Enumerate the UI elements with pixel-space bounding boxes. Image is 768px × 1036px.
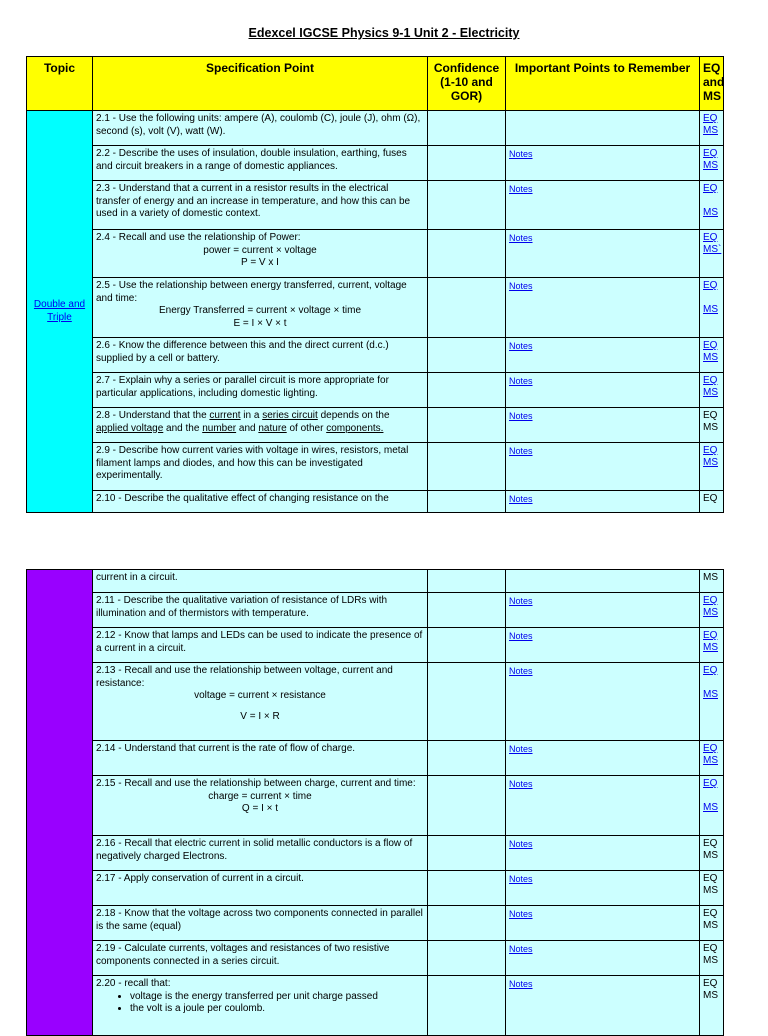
- spec-2-9: 2.9 - Describe how current varies with voltage in wires, resistors, metal filament lamps and diodes, and how this can be investigated experimentally.: [93, 443, 428, 491]
- spec-2-18: 2.18 - Know that the voltage across two components connected in parallel is the same (equal): [93, 906, 428, 941]
- ms-text: MS: [703, 955, 718, 966]
- table-row: [27, 871, 724, 906]
- eq-link[interactable]: EQ: [703, 232, 718, 243]
- notes-link[interactable]: Notes: [509, 233, 533, 243]
- ms-text: MS: [703, 572, 718, 583]
- notes-link[interactable]: Notes: [509, 184, 533, 194]
- header-confidence: Confidence (1-10 and GOR): [428, 57, 506, 111]
- notes-cell: [506, 491, 700, 513]
- notes-cell: [506, 836, 700, 871]
- notes-link[interactable]: Notes: [509, 596, 533, 606]
- notes-cell: [506, 941, 700, 976]
- eq-ms-cell: [700, 230, 724, 278]
- notes-cell: [506, 776, 700, 836]
- eq-ms-cell: [700, 776, 724, 836]
- eq-link[interactable]: EQ: [703, 340, 718, 351]
- notes-cell: [506, 593, 700, 628]
- notes-cell: [506, 230, 700, 278]
- table-row: [27, 111, 724, 146]
- spec-2-6: 2.6 - Know the difference between this and the direct current (d.c.) supplied by a cell or battery.: [93, 338, 428, 373]
- spec-2-20: [93, 976, 428, 1036]
- eq-ms-cell: [700, 836, 724, 871]
- ms-link[interactable]: MS: [703, 802, 718, 813]
- spec-2-8-text: of other: [286, 422, 327, 434]
- confidence-cell[interactable]: [428, 836, 506, 871]
- header-spec: Specification Point: [93, 57, 428, 111]
- spec-2-10: 2.10 - Describe the qualitative effect of changing resistance on the: [93, 491, 428, 513]
- notes-cell: [506, 871, 700, 906]
- notes-link[interactable]: Notes: [509, 411, 533, 421]
- eq-ms-cell: [700, 906, 724, 941]
- eq-text: EQ: [703, 873, 718, 884]
- notes-cell: [506, 663, 700, 741]
- confidence-cell[interactable]: [428, 181, 506, 230]
- ms-link[interactable]: MS: [703, 160, 718, 171]
- eq-link[interactable]: EQ: [703, 183, 718, 194]
- eq-link[interactable]: EQ: [703, 280, 718, 291]
- confidence-cell[interactable]: [428, 146, 506, 181]
- ms-link[interactable]: MS: [703, 207, 718, 218]
- voltage-symbol-equation: V = I × R: [240, 710, 280, 722]
- spec-2-19: 2.19 - Calculate currents, voltages and resistances of two resistive components connected in a series circuit.: [93, 941, 428, 976]
- list-item: • voltage is the energy transferred per unit charge passed: [130, 991, 424, 1004]
- table-row: [27, 836, 724, 871]
- header-topic: Topic: [27, 57, 93, 111]
- voltage-equation: voltage = current × resistance: [194, 690, 326, 701]
- confidence-cell[interactable]: [428, 941, 506, 976]
- confidence-cell[interactable]: [428, 278, 506, 338]
- spec-2-4: [93, 230, 428, 278]
- list-item: • the volt is a joule per coulomb.: [130, 1003, 424, 1016]
- spec-2-15-text: 2.15 - Recall and use the relationship between charge, current and time:: [96, 778, 416, 789]
- spec-2-7: 2.7 - Explain why a series or parallel circuit is more appropriate for particular applications, including domestic lighting.: [93, 373, 428, 408]
- ms-link[interactable]: MS: [703, 352, 718, 363]
- notes-link[interactable]: Notes: [509, 839, 533, 849]
- eq-link[interactable]: EQ: [703, 743, 718, 754]
- spec-2-8-text: series circuit: [262, 410, 318, 421]
- notes-link[interactable]: Notes: [509, 779, 533, 789]
- power-equation: power = current × voltage: [203, 244, 317, 256]
- confidence-cell[interactable]: [428, 373, 506, 408]
- eq-ms-cell: [700, 373, 724, 408]
- eq-link[interactable]: EQ: [703, 778, 718, 789]
- table-row: [27, 976, 724, 1036]
- header-eq-ms: EQ and MS: [700, 57, 724, 111]
- notes-cell: [506, 111, 700, 146]
- notes-link[interactable]: Notes: [509, 494, 533, 504]
- eq-ms-cell: [700, 593, 724, 628]
- eq-link[interactable]: EQ: [703, 113, 718, 124]
- topic-cell-continued: [27, 570, 93, 1036]
- spec-2-1: 2.1 - Use the following units: ampere (A), coulomb (C), joule (J), ohm (Ω), second (s), volt (V), watt (W).: [93, 111, 428, 146]
- table-row: [27, 491, 724, 513]
- spec-2-8-text: 2.8 - Understand that the: [96, 410, 210, 421]
- spec-2-8-text: in a: [240, 410, 263, 421]
- table-row: [27, 941, 724, 976]
- eq-ms-cell: [700, 871, 724, 906]
- notes-link[interactable]: Notes: [509, 149, 533, 159]
- table-row: [27, 146, 724, 181]
- eq-text: EQ: [703, 943, 718, 954]
- energy-equation: Energy Transferred = current × voltage × time: [158, 305, 362, 316]
- ms-link[interactable]: MS: [703, 304, 718, 315]
- notes-cell: [506, 181, 700, 230]
- ms-text: MS: [703, 990, 718, 1001]
- spec-2-8-text: depends on the: [317, 410, 390, 421]
- confidence-cell[interactable]: [428, 570, 506, 593]
- confidence-cell[interactable]: [428, 663, 506, 741]
- spec-2-2: 2.2 - Describe the uses of insulation, double insulation, earthing, fuses and circuit breakers in a range of domestic appliances.: [93, 146, 428, 181]
- notes-link[interactable]: Notes: [509, 376, 533, 386]
- eq-ms-cell: [700, 941, 724, 976]
- confidence-cell[interactable]: [428, 776, 506, 836]
- eq-link[interactable]: EQ: [703, 445, 718, 456]
- ms-link[interactable]: MS: [703, 125, 718, 136]
- notes-link[interactable]: Notes: [509, 979, 533, 989]
- confidence-cell[interactable]: [428, 443, 506, 491]
- header-row: [27, 57, 724, 111]
- notes-cell: [506, 373, 700, 408]
- notes-cell: [506, 906, 700, 941]
- eq-link[interactable]: EQ: [703, 148, 718, 159]
- header-notes: Important Points to Remember: [506, 57, 700, 111]
- document-title: Edexcel IGCSE Physics 9-1 Unit 2 - Electricity: [248, 26, 520, 40]
- eq-ms-cell: [700, 443, 724, 491]
- ms-text: MS: [703, 422, 718, 433]
- eq-ms-cell: [700, 181, 724, 230]
- table-row: [27, 181, 724, 230]
- spec-2-17: 2.17 - Apply conservation of current in a circuit.: [93, 871, 428, 906]
- eq-ms-cell: [700, 976, 724, 1036]
- spec-2-14: 2.14 - Understand that current is the rate of flow of charge.: [93, 741, 428, 776]
- table-row: [27, 570, 724, 593]
- notes-link[interactable]: Notes: [509, 446, 533, 456]
- eq-ms-cell: [700, 278, 724, 338]
- eq-text: EQ: [703, 493, 718, 504]
- table-row: [27, 278, 724, 338]
- confidence-cell[interactable]: [428, 338, 506, 373]
- notes-cell: [506, 408, 700, 443]
- confidence-cell[interactable]: [428, 906, 506, 941]
- power-symbol-equation: P = V x I: [241, 257, 279, 268]
- eq-ms-cell: [700, 663, 724, 741]
- eq-ms-cell: [700, 628, 724, 663]
- notes-link[interactable]: Notes: [509, 281, 533, 291]
- notes-cell: [506, 976, 700, 1036]
- eq-ms-cell: [700, 111, 724, 146]
- energy-symbol-equation: E = I × V × t: [233, 317, 287, 329]
- table-row: [27, 906, 724, 941]
- table-row: [27, 443, 724, 491]
- table-row: [27, 373, 724, 408]
- topic-link[interactable]: Double and Triple: [33, 299, 86, 323]
- notes-cell: [506, 628, 700, 663]
- spec-2-8-text: and: [236, 422, 259, 434]
- spec-2-10-continued: current in a circuit.: [93, 570, 428, 593]
- spec-2-8-text: nature: [258, 422, 287, 434]
- table-row: [27, 741, 724, 776]
- topic-cell: [27, 111, 93, 513]
- spec-2-15: [93, 776, 428, 836]
- table-row: [27, 408, 724, 443]
- ms-text: MS: [703, 885, 718, 896]
- notes-link[interactable]: Notes: [509, 341, 533, 351]
- eq-link[interactable]: EQ: [703, 630, 718, 641]
- notes-cell: [506, 338, 700, 373]
- eq-ms-cell: [700, 570, 724, 593]
- confidence-cell[interactable]: [428, 491, 506, 513]
- notes-cell: [506, 443, 700, 491]
- confidence-cell[interactable]: [428, 871, 506, 906]
- eq-link[interactable]: EQ: [703, 595, 718, 606]
- spec-2-5: [93, 278, 428, 338]
- eq-ms-cell: [700, 146, 724, 181]
- ms-link[interactable]: MS: [703, 607, 718, 618]
- spec-2-8-text: and the: [163, 422, 203, 434]
- spec-2-3: 2.3 - Understand that a current in a resistor results in the electrical transfer of energy and an increase in temperature, and how this can be used in a variety of domestic context.: [93, 181, 428, 230]
- spec-2-11: 2.11 - Describe the qualitative variation of resistance of LDRs with illumination and of thermistors with temperature.: [93, 593, 428, 628]
- eq-text: EQ: [703, 978, 718, 989]
- notes-cell: [506, 278, 700, 338]
- eq-text: EQ: [703, 908, 718, 919]
- spec-2-8-text: current: [209, 410, 241, 421]
- confidence-cell[interactable]: [428, 111, 506, 146]
- ms-link[interactable]: MS: [703, 689, 718, 700]
- table-row: [27, 776, 724, 836]
- eq-text: EQ: [703, 838, 718, 849]
- eq-ms-cell: [700, 338, 724, 373]
- notes-link[interactable]: Notes: [509, 666, 533, 676]
- table-row: [27, 230, 724, 278]
- eq-link[interactable]: EQ: [703, 665, 718, 676]
- table-row: [27, 593, 724, 628]
- eq-ms-cell: [700, 741, 724, 776]
- notes-link[interactable]: Notes: [509, 909, 533, 919]
- spec-2-8-text: components.: [326, 422, 384, 434]
- eq-text: EQ: [703, 410, 718, 421]
- ms-link[interactable]: MS: [703, 755, 718, 766]
- spec-2-13-text: 2.13 - Recall and use the relationship between voltage, current and resistance:: [96, 665, 393, 689]
- table-row: [27, 663, 724, 741]
- charge-equation: charge = current × time: [208, 790, 312, 802]
- table-row: [27, 628, 724, 663]
- spec-table-1: [26, 56, 724, 513]
- notes-link[interactable]: Notes: [509, 944, 533, 954]
- eq-ms-cell: [700, 408, 724, 443]
- confidence-cell[interactable]: [428, 408, 506, 443]
- spec-2-8-text: number: [202, 422, 237, 434]
- ms-link[interactable]: MS`: [703, 244, 722, 255]
- confidence-cell[interactable]: [428, 741, 506, 776]
- spec-2-13: [93, 663, 428, 741]
- spec-2-8: [93, 408, 428, 443]
- notes-link[interactable]: Notes: [509, 744, 533, 754]
- notes-link[interactable]: Notes: [509, 631, 533, 641]
- ms-text: MS: [703, 920, 718, 931]
- eq-ms-cell: [700, 491, 724, 513]
- ms-link[interactable]: MS: [703, 387, 718, 398]
- notes-cell: [506, 570, 700, 593]
- notes-link[interactable]: Notes: [509, 874, 533, 884]
- notes-cell: [506, 146, 700, 181]
- ms-link[interactable]: MS: [703, 457, 718, 468]
- charge-symbol-equation: Q = I × t: [241, 803, 279, 814]
- spec-2-20-bullets: [96, 991, 424, 1016]
- spec-table-2: [26, 569, 724, 1036]
- confidence-cell[interactable]: [428, 593, 506, 628]
- spec-2-4-text: 2.4 - Recall and use the relationship of Power:: [96, 232, 301, 243]
- confidence-cell[interactable]: [428, 628, 506, 663]
- table-row: [27, 338, 724, 373]
- spec-2-5-text: 2.5 - Use the relationship between energy transferred, current, voltage and time:: [96, 280, 407, 304]
- confidence-cell[interactable]: [428, 230, 506, 278]
- ms-link[interactable]: MS: [703, 642, 718, 653]
- confidence-cell[interactable]: [428, 976, 506, 1036]
- eq-link[interactable]: EQ: [703, 375, 718, 386]
- spec-2-16: 2.16 - Recall that electric current in solid metallic conductors is a flow of negatively charged Electrons.: [93, 836, 428, 871]
- spec-2-12: 2.12 - Know that lamps and LEDs can be used to indicate the presence of a current in a circuit.: [93, 628, 428, 663]
- spec-2-8-text: applied voltage: [96, 422, 164, 434]
- notes-cell: [506, 741, 700, 776]
- spec-2-20-text: 2.20 - recall that:: [96, 978, 171, 989]
- ms-text: MS: [703, 850, 718, 861]
